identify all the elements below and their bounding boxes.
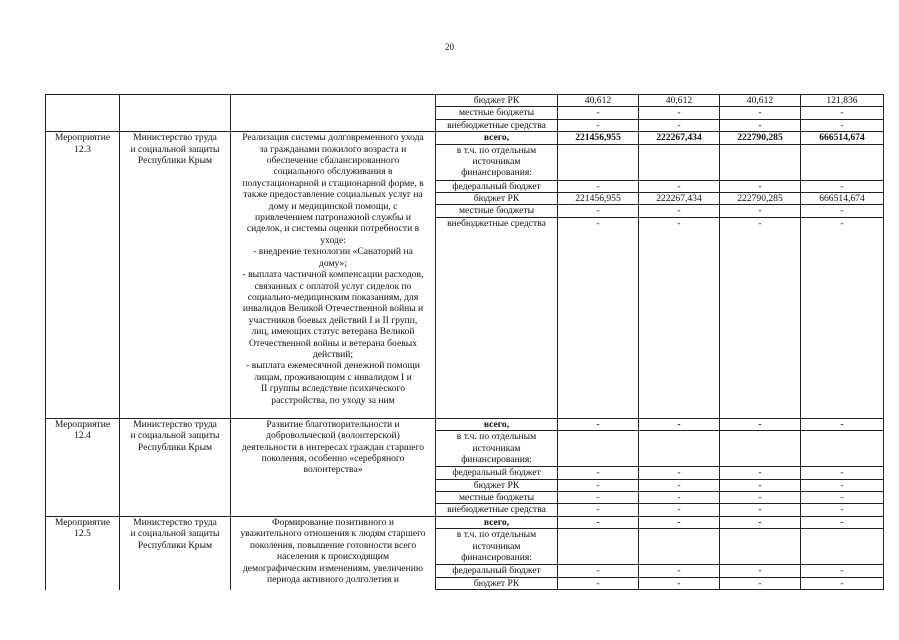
value-cell: 222267,434 — [639, 193, 720, 205]
funding-source-line: всего, — [483, 418, 510, 430]
value-cell: - — [639, 565, 720, 577]
executor-line: Министерство труда — [133, 418, 217, 430]
funding-source-cell — [436, 529, 558, 565]
value-cell: - — [558, 492, 639, 504]
executor-cell — [120, 95, 231, 132]
funding-source-cell — [436, 205, 558, 217]
value-cell: - — [801, 577, 884, 589]
measure-id-line: Мероприятие — [54, 516, 111, 528]
value-cell: - — [801, 217, 884, 418]
value-cell: - — [558, 180, 639, 192]
value-cell: - — [801, 479, 884, 491]
description-line: уважительного отношения к людям старшего — [240, 528, 426, 540]
value-cell: - — [558, 504, 639, 516]
value-cell — [558, 431, 639, 467]
measure-id-line: Мероприятие — [54, 418, 111, 430]
value-cell: - — [558, 119, 639, 131]
value-cell: - — [558, 565, 639, 577]
description-line: поколения, особенно «серебряного — [261, 453, 405, 465]
description-line: добровольческой (волонтерской) — [266, 430, 400, 442]
description-line: Реализация системы долговременного ухода — [242, 132, 424, 144]
description-line: Развитие благотворительности и — [266, 418, 400, 430]
description-cell — [231, 95, 436, 132]
value-cell: - — [720, 516, 801, 528]
executor-cell — [120, 132, 231, 419]
value-cell: 121,836 — [801, 95, 884, 107]
description-line: лиц, имеющих статус ветерана Великой — [251, 326, 415, 338]
value-cell: - — [720, 577, 801, 589]
funding-source-cell — [436, 516, 558, 528]
funding-source-line: местные бюджеты — [458, 205, 535, 217]
description-line: Отечественной войны и ветерана боевых — [248, 337, 417, 349]
value-cell: 221456,955 — [558, 193, 639, 205]
funding-source-line: финансирования: — [461, 552, 532, 564]
funding-source-cell — [436, 492, 558, 504]
funding-source-line: внебюджетные средства — [447, 504, 546, 516]
executor-line: Республики Крым — [137, 155, 213, 167]
description-line: лицам, проживающим с инвалидом I и — [254, 371, 412, 383]
value-cell: 222267,434 — [639, 132, 720, 144]
description-line: демографическим изменениям, увеличению — [242, 562, 424, 574]
value-cell: - — [639, 217, 720, 418]
funding-source-cell: внебюджетные средства — [436, 119, 558, 131]
funding-source-cell — [436, 180, 558, 192]
value-cell: 40,612 — [639, 95, 720, 107]
description-line: обеспечение сбалансированного — [266, 155, 400, 167]
description-line: за гражданами пожилого возраста и — [259, 143, 407, 155]
description-cell — [231, 516, 436, 589]
description-line: волонтерства» — [303, 464, 363, 476]
value-cell: - — [801, 467, 884, 479]
funding-source-line: всего, — [483, 132, 510, 144]
description-line: расстройства, по уходу за ним — [271, 394, 395, 406]
funding-source-line: федеральный бюджет — [452, 467, 541, 479]
table-row — [46, 418, 884, 430]
funding-source-line: бюджет РК — [473, 479, 520, 491]
measure-id-line: 12.5 — [74, 528, 91, 540]
executor-line: Министерство труда — [133, 516, 217, 528]
funding-source-cell — [436, 418, 558, 430]
executor-cell — [120, 516, 231, 589]
funding-source-line: финансирования: — [461, 167, 532, 179]
value-cell: - — [639, 479, 720, 491]
executor-line: Республики Крым — [137, 441, 213, 453]
value-cell — [720, 529, 801, 565]
executor-line: и социальной защиты — [130, 430, 220, 442]
funding-source-cell — [436, 565, 558, 577]
value-cell — [558, 144, 639, 180]
funding-source-cell — [436, 467, 558, 479]
value-cell: - — [558, 418, 639, 430]
value-cell: - — [558, 107, 639, 119]
value-cell: 222790,285 — [720, 132, 801, 144]
funding-source-cell: бюджет РК — [436, 95, 558, 107]
description-line: периода активного долголетия и — [267, 573, 399, 585]
value-cell: - — [801, 119, 884, 131]
value-cell: - — [558, 467, 639, 479]
description-line: инвалидов Великой Отечественной войны и — [242, 303, 424, 315]
funding-source-line: внебюджетные средства — [447, 217, 546, 229]
value-cell — [801, 144, 884, 180]
value-cell: - — [720, 504, 801, 516]
description-line: - внедрение технологии «Санаторий на — [253, 246, 413, 258]
description-line: полустационарной и стационарной форме, в — [242, 177, 424, 189]
measure-id-cell — [46, 516, 120, 589]
description-line: социального обслуживания в — [273, 166, 393, 178]
executor-line: Министерство труда — [133, 132, 217, 144]
value-cell: 222790,285 — [720, 193, 801, 205]
description-cell — [231, 418, 436, 516]
description-line: сиделок, и системы оценки потребности в — [246, 223, 420, 235]
value-cell: 666514,674 — [801, 132, 884, 144]
funding-source-line: федеральный бюджет — [452, 565, 541, 577]
value-cell: - — [639, 577, 720, 589]
value-cell: - — [639, 516, 720, 528]
value-cell: - — [801, 516, 884, 528]
description-line: Формирование позитивного и — [271, 516, 395, 528]
value-cell: - — [801, 418, 884, 430]
description-line: действий; — [312, 348, 354, 360]
value-cell: - — [801, 205, 884, 217]
funding-table — [45, 94, 884, 590]
funding-source-line: источникам — [472, 442, 521, 454]
value-cell: - — [639, 107, 720, 119]
value-cell: - — [639, 467, 720, 479]
description-line: - выплата частичной компенсации расходов, — [242, 269, 424, 281]
measure-id-line: 12.3 — [74, 143, 91, 155]
funding-source-cell: местные бюджеты — [436, 107, 558, 119]
value-cell: - — [558, 205, 639, 217]
description-cell — [231, 132, 436, 419]
value-cell: - — [639, 119, 720, 131]
value-cell: - — [558, 479, 639, 491]
value-cell: - — [720, 205, 801, 217]
table-row — [46, 132, 884, 144]
value-cell: 666514,674 — [801, 193, 884, 205]
funding-source-line: всего, — [483, 516, 510, 528]
funding-source-cell — [436, 132, 558, 144]
value-cell: - — [720, 418, 801, 430]
value-cell: - — [558, 516, 639, 528]
value-cell: - — [801, 107, 884, 119]
measure-id-line: Мероприятие — [54, 132, 111, 144]
funding-source-line: бюджет РК — [473, 577, 520, 589]
page-number: 20 — [445, 42, 454, 52]
executor-line: и социальной защиты — [130, 528, 220, 540]
funding-source-cell — [436, 193, 558, 205]
value-cell — [720, 144, 801, 180]
value-cell: - — [720, 107, 801, 119]
value-cell — [801, 529, 884, 565]
description-line: также предоставление социальных услуг на — [243, 189, 423, 201]
value-cell: - — [639, 492, 720, 504]
funding-source-line: в т.ч. по отдельным — [456, 431, 537, 443]
measure-id-line: 12.4 — [74, 430, 91, 442]
value-cell: - — [801, 504, 884, 516]
description-line: дому»; — [318, 257, 348, 269]
description-line: социально-медицинским показаниям, для — [247, 291, 419, 303]
funding-source-cell — [436, 504, 558, 516]
funding-source-line: источникам — [472, 540, 521, 552]
value-cell: - — [558, 577, 639, 589]
funding-source-line: в т.ч. по отдельным — [456, 144, 537, 156]
value-cell: - — [801, 492, 884, 504]
value-cell: 221456,955 — [558, 132, 639, 144]
value-cell: - — [639, 504, 720, 516]
value-cell: - — [720, 492, 801, 504]
funding-source-line: федеральный бюджет — [452, 180, 541, 192]
value-cell — [639, 431, 720, 467]
funding-source-cell — [436, 577, 558, 589]
value-cell — [558, 529, 639, 565]
value-cell: 40,612 — [558, 95, 639, 107]
value-cell: - — [558, 217, 639, 418]
description-line: привлечением патронажной службы и — [255, 212, 411, 224]
value-cell — [801, 431, 884, 467]
description-line: - выплата ежемесячной денежной помощи — [246, 360, 420, 372]
value-cell — [720, 431, 801, 467]
value-cell: - — [801, 180, 884, 192]
funding-source-line: источникам — [472, 156, 521, 168]
value-cell: - — [639, 418, 720, 430]
funding-source-line: финансирования: — [461, 454, 532, 466]
funding-source-line: в т.ч. по отдельным — [456, 529, 537, 541]
value-cell: - — [639, 205, 720, 217]
measure-id-cell — [46, 95, 120, 132]
value-cell: - — [720, 217, 801, 418]
executor-cell — [120, 418, 231, 516]
table-row — [46, 95, 884, 107]
measure-id-cell — [46, 418, 120, 516]
value-cell: - — [639, 180, 720, 192]
funding-source-cell — [436, 144, 558, 180]
value-cell: - — [720, 180, 801, 192]
value-cell — [639, 529, 720, 565]
description-line: связанных с оплатой услуг сиделок по — [254, 280, 412, 292]
executor-line: Республики Крым — [137, 539, 213, 551]
description-line: поколения, повышение готовности всего — [249, 539, 417, 551]
measure-id-cell — [46, 132, 120, 419]
value-cell: - — [720, 565, 801, 577]
description-line: населения к происходящим — [276, 551, 390, 563]
executor-line: и социальной защиты — [130, 143, 220, 155]
funding-source-cell — [436, 431, 558, 467]
funding-source-cell — [436, 479, 558, 491]
value-cell: - — [720, 479, 801, 491]
funding-source-cell — [436, 217, 558, 418]
funding-source-line: бюджет РК — [473, 193, 520, 205]
description-line: II группы вследствие психического — [260, 383, 406, 395]
value-cell — [639, 144, 720, 180]
funding-source-line: местные бюджеты — [458, 492, 535, 504]
table-row — [46, 516, 884, 528]
value-cell: - — [720, 467, 801, 479]
description-line: деятельности в интересах граждан старшего — [241, 441, 425, 453]
description-line: дому и медицинской помощи, с — [268, 200, 398, 212]
value-cell: 40,612 — [720, 95, 801, 107]
value-cell: - — [801, 565, 884, 577]
description-line: уходе: — [320, 234, 346, 246]
value-cell: - — [720, 119, 801, 131]
description-line: участников боевых действий I и II групп, — [248, 314, 418, 326]
